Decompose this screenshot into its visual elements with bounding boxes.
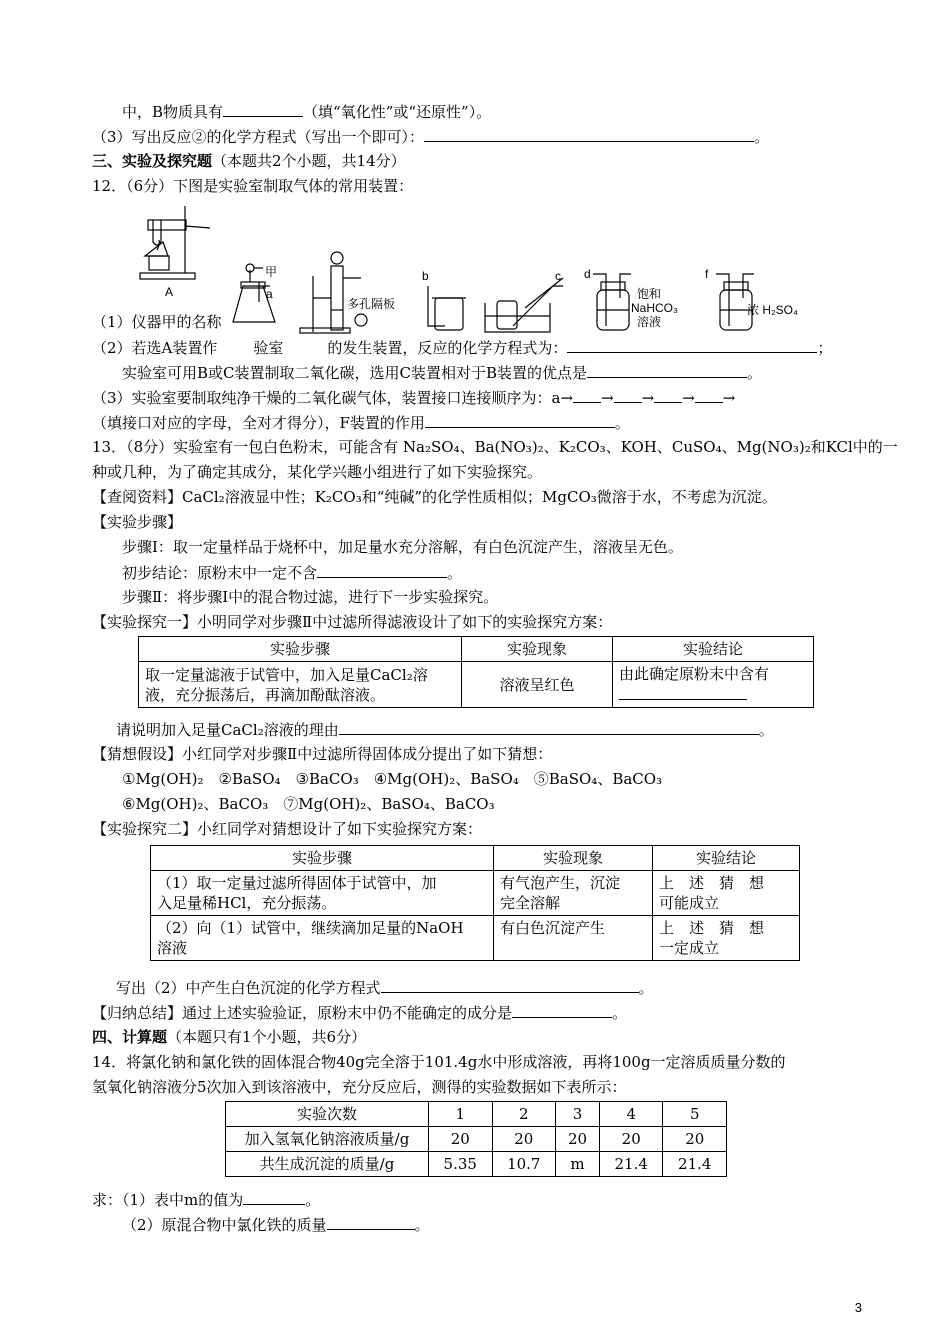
q12-2-advantage: 实验室可用B或C装置制取二氧化碳，选用C装置相对于B装置的优点是 。 — [122, 364, 763, 382]
answer-blank[interactable] — [654, 387, 682, 403]
explore2-table — [150, 845, 800, 961]
table-cell: 21.4 — [663, 1152, 727, 1177]
q13-explore2: 【实验探究二】小红同学对猜想设计了如下实验探究方案： — [92, 820, 483, 838]
q13-stem-2: 种或几种，为了确定其成分，某化学兴趣小组进行了如下实验探究。 — [92, 463, 543, 481]
section-4-heading: 四、计算题（本题只有1个小题，共6分） — [92, 1028, 367, 1046]
table-cell: 上 述 猜 想 可能成立 — [653, 871, 800, 916]
apparatus-b-bottle — [428, 286, 466, 330]
table-cell: 20 — [556, 1127, 600, 1152]
table-cell: m — [556, 1152, 600, 1177]
label-nahco3-1: 饱和 — [637, 287, 662, 301]
table-cell: （2）向（1）试管中，继续滴加足量的NaOH 溶液 — [151, 916, 494, 961]
label-c-port: c — [555, 269, 561, 283]
answer-blank[interactable] — [573, 387, 601, 403]
label-jia: 甲 — [265, 265, 278, 279]
table-header: 实验次数 — [226, 1102, 429, 1127]
table-cell: 取一定量滤液于试管中，加入足量CaCl₂溶 液，充分振荡后，再滴加酚酞溶液。 — [139, 662, 462, 708]
answer-blank[interactable] — [587, 362, 747, 378]
q13-info: 【查阅资料】CaCl₂溶液显中性；K₂CO₃和“纯碱”的化学性质相似；MgCO₃微溶于水，不考虑为沉淀。 — [92, 488, 777, 506]
q13-step1: 步骤Ⅰ：取一定量样品于烧杯中，加足量水充分溶解，有白色沉淀产生，溶液呈无色。 — [122, 538, 683, 556]
table-cell: 20 — [599, 1127, 663, 1152]
table-cell: 20 — [429, 1127, 493, 1152]
q13-guess: 【猜想假设】小红同学对步骤Ⅱ中过滤所得固体成分提出了如下猜想： — [92, 745, 553, 763]
q13-guess-list-1: ①Mg(OH)₂ ②BaSO₄ ③BaCO₃ ④Mg(OH)₂、BaSO₄ ⑤BaSO₄、BaCO₃ — [122, 770, 663, 788]
q14-stem-1: 14．将氯化钠和氯化铁的固体混合物40g完全溶于101.4g水中形成溶液，再将100g一定溶质质量分数的 — [92, 1053, 786, 1071]
label-nahco3-2: NaHCO₃ — [631, 301, 678, 315]
q12-3: （3）实验室要制取纯净干燥的二氧化碳气体，装置接口连接顺序为：a→ → → → → — [92, 389, 736, 407]
q11-line-b-property: 中，B物质具有 （填“氧化性”或“还原性”）。 — [122, 103, 492, 121]
apparatus-d — [593, 274, 631, 330]
table-header: 5 — [663, 1102, 727, 1127]
apparatus-f — [716, 274, 754, 330]
table-cell: 由此确定原粉末中含有 — [613, 662, 814, 708]
q14-ask-1: 求：（1）表中m的值为 。 — [92, 1191, 321, 1209]
answer-blank[interactable] — [512, 1002, 612, 1018]
table-cell: 20 — [663, 1127, 727, 1152]
table-cell: 有白色沉淀产生 — [494, 916, 653, 961]
answer-blank[interactable] — [339, 719, 759, 735]
table-header: 实验现象 — [494, 846, 653, 871]
answer-blank[interactable] — [223, 101, 303, 117]
table-cell: （1）取一定量过滤所得固体于试管中，加 入足量稀HCl，充分振荡。 — [151, 871, 494, 916]
q12-stem: 12．（6分）下图是实验室制取气体的常用装置： — [92, 177, 414, 195]
q13-explore1: 【实验探究一】小明同学对步骤Ⅱ中过滤所得滤液设计了如下的实验探究方案： — [92, 613, 613, 631]
table-cell: 10.7 — [492, 1152, 556, 1177]
explore1-table — [138, 636, 814, 708]
label-d-port: d — [584, 267, 591, 281]
table-cell: 5.35 — [429, 1152, 493, 1177]
answer-blank[interactable] — [243, 1189, 305, 1205]
q13-equation: 写出（2）中产生白色沉淀的化学方程式 。 — [116, 979, 654, 997]
q13-summary: 【归纳总结】通过上述实验验证，原粉末中仍不能确定的成分是 。 — [92, 1004, 628, 1022]
apparatus-trough — [485, 278, 563, 332]
table-row-label: 共生成沉淀的质量/g — [226, 1152, 429, 1177]
q11-3-equation: （3）写出反应②的化学方程式（写出一个即可）： 。 — [92, 128, 770, 146]
table-header: 2 — [492, 1102, 556, 1127]
answer-blank[interactable] — [614, 387, 642, 403]
label-f-port: f — [705, 267, 709, 281]
label-h2so4: 浓 H₂SO₄ — [747, 303, 798, 317]
table-cell: 有气泡产生，沉淀 完全溶解 — [494, 871, 653, 916]
q14-stem-2: 氢氧化钠溶液分5次加入到该溶液中，充分反应后，测得的实验数据如下表所示： — [92, 1078, 627, 1096]
table-header: 实验现象 — [462, 637, 613, 662]
section-3-heading: 三、实验及探究题（本题共2个小题，共14分） — [92, 152, 406, 170]
label-a: A — [165, 285, 174, 299]
table-cell: 上 述 猜 想 一定成立 — [653, 916, 800, 961]
answer-blank[interactable] — [567, 337, 817, 353]
q13-steps-title: 【实验步骤】 — [92, 513, 183, 531]
answer-blank[interactable] — [425, 412, 615, 428]
q12-2: （2）若选A装置作 验室 的发生装置，反应的化学方程式为： ； — [92, 339, 833, 357]
apparatus-figure — [135, 198, 815, 336]
table-cell: 溶液呈红色 — [462, 662, 613, 708]
q13-step2: 步骤Ⅱ：将步骤Ⅰ中的混合物过滤，进行下一步实验探究。 — [122, 588, 499, 606]
table-header: 实验步骤 — [139, 637, 462, 662]
answer-blank[interactable] — [327, 1214, 415, 1230]
answer-blank[interactable] — [619, 684, 747, 700]
table-header: 4 — [599, 1102, 663, 1127]
apparatus-a — [140, 206, 210, 279]
table-row-label: 加入氢氧化钠溶液质量/g — [226, 1127, 429, 1152]
table-header: 3 — [556, 1102, 600, 1127]
q13-stem-1: 13．（8分）实验室有一包白色粉末，可能含有 Na₂SO₄、Ba(NO₃)₂、K₂CO₃、KOH、CuSO₄、Mg(NO₃)₂和KCl中的一 — [92, 438, 898, 456]
q13-reason: 请说明加入足量CaCl₂溶液的理由 。 — [116, 721, 774, 739]
data-table — [225, 1101, 727, 1177]
table-header: 1 — [429, 1102, 493, 1127]
q12-3-f: （填接口对应的字母，全对才得分），F装置的作用 。 — [92, 414, 630, 432]
table-header: 实验步骤 — [151, 846, 494, 871]
label-a-port: a — [266, 287, 273, 301]
label-b-port: b — [422, 269, 429, 283]
apparatus-c — [300, 252, 367, 333]
label-porous: 多孔隔板 — [347, 297, 396, 311]
q13-guess-list-2: ⑥Mg(OH)₂、BaCO₃ ⑦Mg(OH)₂、BaSO₄、BaCO₃ — [122, 795, 495, 813]
table-header: 实验结论 — [613, 637, 814, 662]
label-nahco3-3: 溶液 — [637, 315, 662, 329]
q12-1: （1）仪器甲的名称 — [92, 313, 222, 331]
table-cell: 20 — [492, 1127, 556, 1152]
q13-concl1: 初步结论：原粉末中一定不含 。 — [122, 564, 463, 582]
answer-blank[interactable] — [381, 977, 639, 993]
page-number: 3 — [854, 1300, 862, 1315]
q14-ask-2: （2）原混合物中氯化铁的质量 。 — [122, 1216, 430, 1234]
table-cell: 21.4 — [599, 1152, 663, 1177]
answer-blank[interactable] — [317, 562, 447, 578]
answer-blank[interactable] — [424, 126, 754, 142]
table-header: 实验结论 — [653, 846, 800, 871]
answer-blank[interactable] — [695, 387, 723, 403]
